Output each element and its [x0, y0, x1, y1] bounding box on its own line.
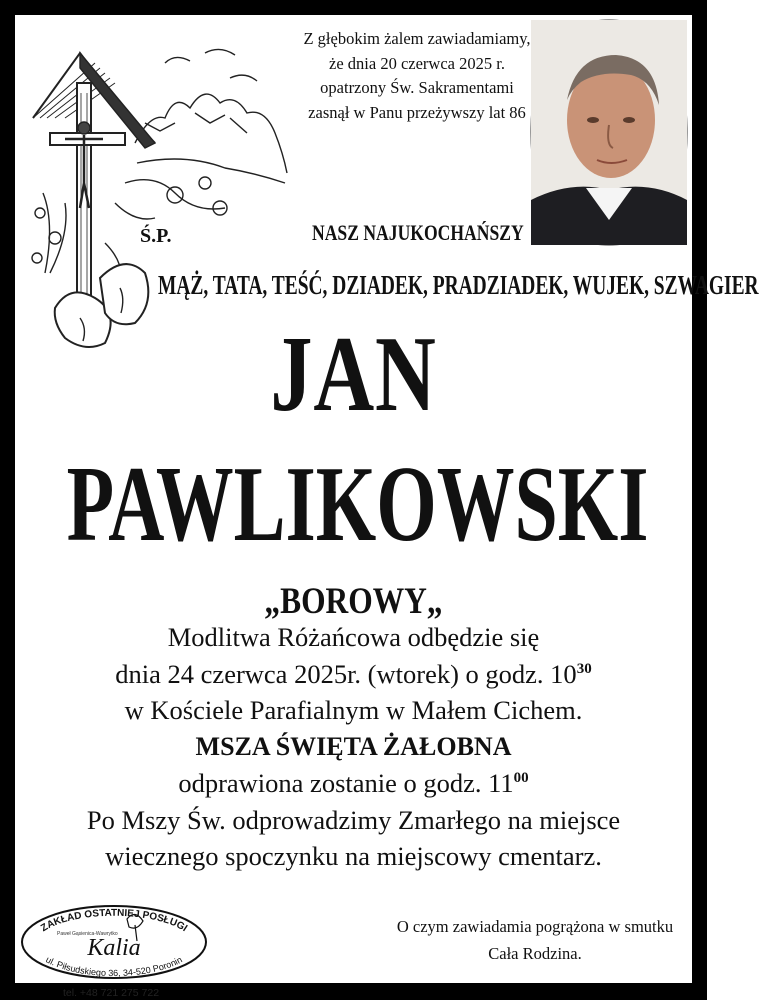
- intro-line: zasnął w Panu przeżywszy lat 86: [308, 102, 526, 122]
- logo-owner: Paweł Gąsienica-Wawrytko: [57, 931, 118, 937]
- obituary-notice: [15, 15, 759, 999]
- last-name: PAWLIKOWSKI: [66, 445, 649, 564]
- logo-address: ul. Piłsudskiego 36, 34-520 Poronin: [44, 954, 184, 979]
- family-roles: MĄŻ, TATA, TEŚĆ, DZIADEK, PRADZIADEK, WUJEK, SZWAGIER: [158, 270, 759, 300]
- announcement-intro: [297, 27, 537, 125]
- ceremony-line: wiecznego spoczynku na miejscowy cmentarz.: [105, 841, 602, 871]
- ceremony-line: w Kościele Parafialnym w Małem Cichem.: [124, 695, 583, 725]
- nickname: „BOROWY„: [264, 581, 443, 622]
- intro-line: Z głębokim żalem zawiadamiamy,: [303, 29, 531, 48]
- ceremony-line: odprawiona zostanie o godz. 11: [178, 768, 514, 798]
- intro-line: że dnia 20 czerwca 2025 r.: [329, 53, 505, 73]
- ceremony-line-mass-time: [15, 765, 692, 802]
- closing-line: O czym zawiadamia pogrążona w smutku: [396, 917, 674, 936]
- ceremony-details: [15, 619, 692, 875]
- portrait-image: [531, 20, 687, 245]
- ceremony-line-rosary-time: [15, 656, 692, 693]
- logo-brand: Kalia: [87, 935, 141, 961]
- time-minutes: 00: [513, 770, 529, 787]
- funeral-home-phone: tel. +48 721 275 722: [63, 987, 160, 999]
- time-minutes: 30: [576, 660, 592, 677]
- logo-arc-text: ZAKŁAD OSTATNIEJ POSŁUGI: [39, 907, 190, 935]
- first-name: JAN: [270, 315, 437, 434]
- prefix-sp: Ś.P.: [140, 225, 172, 247]
- intro-line: opatrzony Św. Sakramentami: [320, 78, 514, 97]
- closing-line: Cała Rodzina.: [488, 944, 582, 963]
- deceased-portrait: [530, 19, 688, 246]
- ceremony-line: Modlitwa Różańcowa odbędzie się: [167, 622, 540, 652]
- closing-note: [385, 913, 685, 967]
- ceremony-line: dnia 24 czerwca 2025r. (wtorek) o godz. 10: [115, 658, 577, 689]
- cross-lily-ornament: [25, 23, 290, 353]
- funeral-home-logo: [17, 897, 211, 982]
- ceremony-line: Po Mszy Św. odprowadzimy Zmarłego na miejsce: [86, 804, 621, 835]
- subtitle: NASZ NAJUKOCHAŃSZY: [312, 220, 524, 245]
- mass-title: MSZA ŚWIĘTA ŻAŁOBNA: [195, 731, 512, 761]
